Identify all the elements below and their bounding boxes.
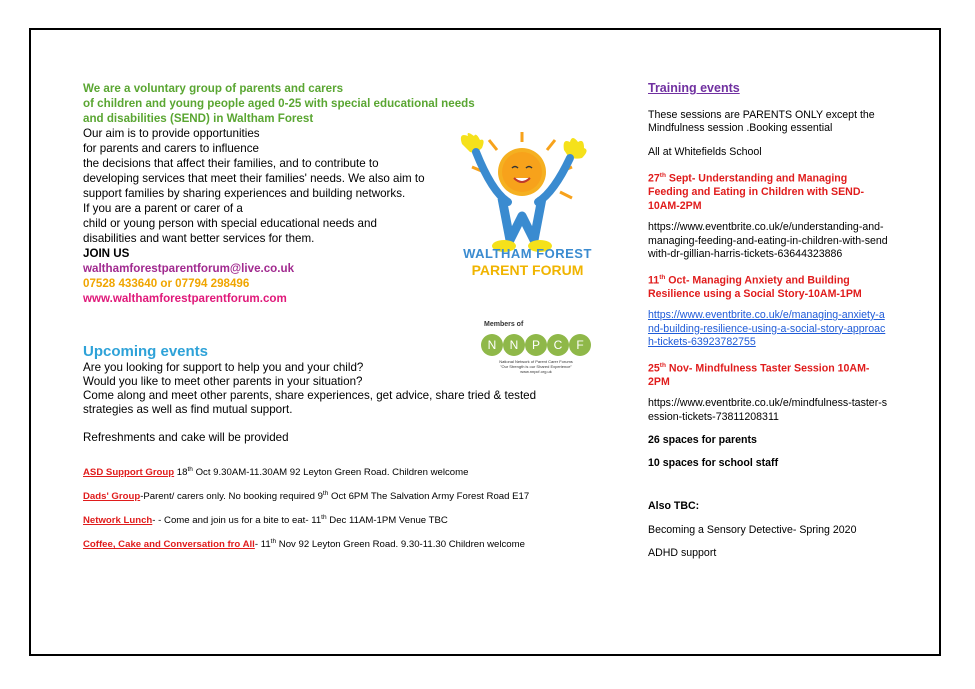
website-link[interactable]: www.walthamforestparentforum.com bbox=[83, 292, 287, 305]
nnpcf-members-label: Members of bbox=[484, 321, 524, 328]
aim-line: child or young person with special educational needs and bbox=[83, 217, 377, 230]
event-sup: th bbox=[270, 538, 277, 545]
aim-line: Our aim is to provide opportunities bbox=[83, 127, 260, 140]
upcoming-line: Are you looking for support to help you and your child? bbox=[83, 361, 364, 374]
training-title: Training events bbox=[648, 81, 740, 95]
spaces-staff: 10 spaces for school staff bbox=[648, 456, 779, 469]
session-sup: th bbox=[659, 361, 666, 369]
session-day: 27 bbox=[648, 172, 660, 185]
intro-green-line: of children and young people aged 0-25 with special educational needs bbox=[83, 97, 475, 110]
also-tbc: Also TBC: bbox=[648, 500, 700, 513]
session-url[interactable]: https://www.eventbrite.co.uk/e/understanding-and-managing-feeding-and-eating-in-children-with-sendwith-dr-gillian-harris-tickets-63644323886 bbox=[648, 221, 888, 261]
event-text: Oct 6PM The Salvation Army Forest Road E17 bbox=[328, 491, 530, 503]
intro-green-line: We are a voluntary group of parents and carers bbox=[83, 82, 344, 95]
session-sup: th bbox=[659, 172, 666, 179]
nnpcf-url: www.nnpcf.org.uk bbox=[520, 369, 552, 374]
event-item bbox=[83, 514, 603, 538]
nnpcf-letter: N bbox=[509, 338, 519, 352]
training-intro: These sessions are PARENTS ONLY except the Mindfulness session .Booking essential bbox=[648, 108, 875, 134]
event-link-dads[interactable]: Dads' Group bbox=[83, 491, 141, 503]
event-link-network-lunch[interactable]: Network Lunch bbox=[83, 515, 153, 527]
logo-title-line2: PARENT FORUM bbox=[471, 262, 584, 278]
event-sup: th bbox=[322, 490, 329, 497]
aim-line: support families by sharing experiences and building networks. bbox=[83, 187, 406, 200]
phone-numbers: 07528 433640 or 07794 298496 bbox=[83, 277, 250, 290]
aim-line: developing services that meet their families' needs. We also aim to bbox=[83, 172, 425, 185]
event-text: Nov 92 Leyton Green Road. 9.30-11.30 Children welcome bbox=[276, 539, 525, 551]
session-sup: th bbox=[659, 273, 666, 281]
event-link-coffee[interactable]: Coffee, Cake and Conversation fro All bbox=[83, 539, 255, 551]
training-venue: All at Whitefields School bbox=[648, 145, 762, 158]
session-heading bbox=[648, 359, 888, 390]
session-url[interactable]: https://www.eventbrite.co.uk/e/managing-anxiety-and-building-resilience-using-a-social-story-approach-tickets-63923782755 bbox=[648, 309, 886, 349]
training-section bbox=[648, 82, 888, 561]
aim-line: If you are a parent or carer of a bbox=[83, 202, 243, 215]
upcoming-intro bbox=[83, 361, 603, 417]
nnpcf-letter: F bbox=[576, 338, 584, 352]
join-us-label: JOIN US bbox=[83, 247, 130, 260]
spaces-parents: 26 spaces for parents bbox=[648, 434, 757, 447]
nnpcf-letter: P bbox=[531, 338, 541, 352]
event-text: -Parent/ carers only. No booking required 9 bbox=[140, 491, 323, 503]
nnpcf-letter: C bbox=[553, 338, 563, 352]
event-text: 18 bbox=[174, 467, 188, 479]
session-url[interactable]: https://www.eventbrite.co.uk/e/mindfulness-taster-session-tickets-73811208311 bbox=[648, 397, 888, 423]
session-heading bbox=[648, 169, 888, 213]
events-list bbox=[83, 466, 603, 562]
tbc-item: Becoming a Sensory Detective- Spring 2020 bbox=[648, 523, 857, 536]
aim-line: the decisions that affect their families, and to contribute to bbox=[83, 157, 379, 170]
session-title: Nov- Mindfulness Taster Session 10AM-2PM bbox=[648, 362, 870, 388]
session-heading bbox=[648, 271, 888, 302]
event-text: Dec 11AM-1PM Venue TBC bbox=[326, 515, 448, 527]
aim-line: for parents and carers to influence bbox=[83, 142, 259, 155]
event-item bbox=[83, 490, 603, 514]
upcoming-events-title: Upcoming events bbox=[83, 343, 209, 360]
intro-section bbox=[83, 81, 513, 306]
email-link[interactable]: walthamforestparentforum@live.co.uk bbox=[83, 262, 295, 275]
nnpcf-caption: National Network of Parent Carer Forums bbox=[499, 359, 573, 364]
refreshments-note: Refreshments and cake will be provided bbox=[83, 431, 289, 444]
event-text: - - Come and join us for a bite to eat- 11 bbox=[152, 515, 322, 527]
logo-title-line1: WALTHAM FOREST bbox=[463, 246, 592, 261]
upcoming-line: Come along and meet other parents, share experiences, get advice, share tried & tested bbox=[83, 389, 537, 402]
event-text: - 11 bbox=[254, 539, 271, 551]
event-sup: th bbox=[187, 466, 193, 473]
upcoming-line: Would you like to meet other parents in your situation? bbox=[83, 375, 363, 388]
session-day: 25 bbox=[648, 362, 660, 375]
tbc-item: ADHD support bbox=[648, 547, 717, 560]
session-day: 11 bbox=[648, 274, 660, 287]
nnpcf-letter: N bbox=[487, 338, 497, 352]
aim-line: disabilities and want better services for them. bbox=[83, 232, 315, 245]
intro-green-line: and disabilities (SEND) in Waltham Forest bbox=[83, 112, 314, 125]
upcoming-line: strategies as well as find mutual support. bbox=[83, 403, 293, 416]
event-item bbox=[83, 538, 603, 562]
event-text: Oct 9.30AM-11.30AM 92 Leyton Green Road. Children welcome bbox=[192, 467, 469, 479]
event-item bbox=[83, 466, 603, 490]
nnpcf-tagline: "Our Strength is our Shared Experience" bbox=[500, 364, 572, 369]
session-title: Sept- Understanding and Managing Feeding and Eating in Children with SEND- 10AM-2PM bbox=[648, 172, 864, 212]
event-sup: th bbox=[321, 514, 327, 521]
session-title: Oct- Managing Anxiety and Building Resilience using a Social Story-10AM-1PM bbox=[648, 274, 862, 300]
event-link-asd[interactable]: ASD Support Group bbox=[83, 467, 175, 479]
